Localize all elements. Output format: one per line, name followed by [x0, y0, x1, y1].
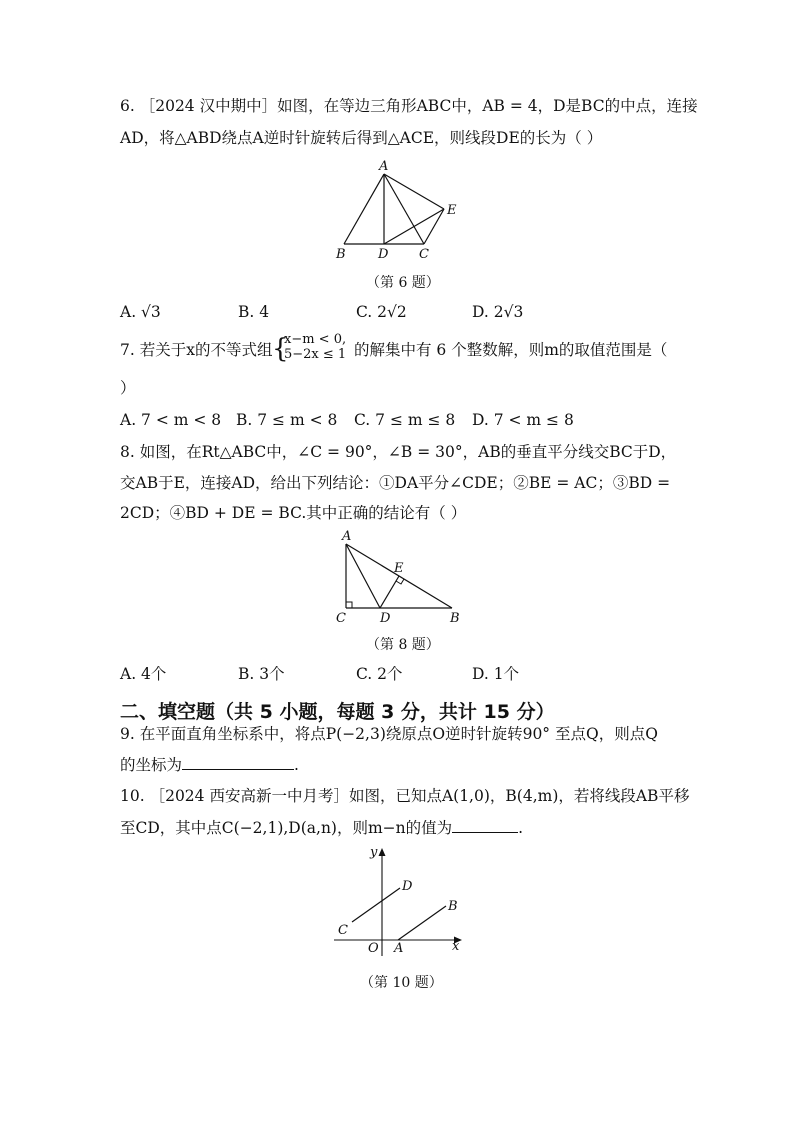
q10-figure: [330, 844, 470, 962]
q8-line2: 交AB于E，连接AD，给出下列结论：①DA平分∠CDE；②BE = AC；③BD =: [120, 474, 671, 492]
q6-caption: （第 6 题）: [366, 275, 440, 291]
q8-label-E: E: [394, 561, 404, 576]
q8-label-B: B: [450, 611, 460, 626]
q8-option-b: B. 3个: [238, 665, 285, 683]
q7-prefix: 7. 若关于x的不等式组: [120, 341, 273, 359]
q8-line3: 2CD；④BD + DE = BC.其中正确的结论有（ ）: [120, 504, 467, 522]
q6-option-d: D. 2√3: [472, 303, 524, 321]
q6-label-B: B: [336, 247, 346, 262]
q6-line1: 6. ［2024 汉中期中］如图，在等边三角形ABC中，AB = 4，D是BC的中点，连接: [120, 97, 698, 115]
q7-system-line1: x−m < 0,: [284, 332, 347, 347]
q8-figure: [332, 529, 472, 628]
q8-label-C: C: [336, 611, 346, 626]
q6-option-a: A. √3: [120, 303, 161, 321]
q9-answer-blank[interactable]: [182, 755, 294, 770]
q8-line1: 8. 如图，在Rt△ABC中，∠C = 90°，∠B = 30°，AB的垂直平分线交BC于D，: [120, 443, 677, 461]
q10-label-y: y: [370, 845, 378, 860]
q7-option-b: B. 7 ≤ m < 8: [236, 411, 338, 429]
q6-label-C: C: [419, 247, 429, 262]
q10-label-C: C: [338, 923, 348, 938]
q7-line2: ）: [120, 379, 136, 397]
section-2-heading: 二、填空题（共 5 小题，每题 3 分，共计 15 分）: [120, 701, 555, 723]
q9-line2-wrap: [120, 755, 299, 775]
q7-option-c: C. 7 ≤ m ≤ 8: [354, 411, 456, 429]
q6-label-D: D: [378, 247, 389, 262]
q8-option-a: A. 4个: [120, 665, 167, 683]
q10-label-B: B: [448, 899, 458, 914]
q9-line1: 9. 在平面直角坐标系中，将点P(−2,3)绕原点O逆时针旋转90° 至点Q，则点Q: [120, 725, 658, 743]
q10-label-x: x: [452, 939, 460, 954]
q7-option-a: A. 7 < m < 8: [120, 411, 222, 429]
q8-label-A: A: [342, 529, 352, 544]
q9-line2-text: 的坐标为: [120, 756, 183, 774]
q9-line2-end: .: [294, 756, 299, 774]
q10-line2-text: 至CD，其中点C(−2,1),D(a,n)，则m−n的值为: [120, 819, 453, 837]
q8-label-D: D: [380, 611, 391, 626]
q8-caption: （第 8 题）: [366, 637, 440, 653]
q10-label-O: O: [368, 941, 379, 956]
q10-label-A: A: [394, 941, 404, 956]
q10-label-D: D: [402, 879, 413, 894]
q7-option-d: D. 7 < m ≤ 8: [472, 411, 574, 429]
q6-option-b: B. 4: [238, 303, 270, 321]
q8-option-c: C. 2个: [356, 665, 403, 683]
q6-label-E: E: [447, 203, 457, 218]
q10-line2-wrap: [120, 818, 523, 838]
q10-answer-blank[interactable]: [452, 818, 518, 833]
q7-brace: {: [272, 334, 289, 364]
q8-option-d: D. 1个: [472, 665, 520, 683]
q10-line2-end: .: [518, 819, 524, 837]
q6-label-A: A: [379, 159, 389, 174]
q10-line1: 10. ［2024 西安高新一中月考］如图，已知点A(1,0)，B(4,m)，若将线段AB平移: [120, 787, 690, 805]
q7-suffix: 的解集中有 6 个整数解，则m的取值范围是（: [354, 341, 668, 359]
q6-figure: [330, 158, 470, 264]
q6-line2: AD，将△ABD绕点A逆时针旋转后得到△ACE，则线段DE的长为（ ）: [120, 129, 603, 147]
q7-system-line2: 5−2x ≤ 1: [284, 347, 347, 362]
q10-caption: （第 10 题）: [360, 975, 443, 991]
q6-option-c: C. 2√2: [356, 303, 407, 321]
